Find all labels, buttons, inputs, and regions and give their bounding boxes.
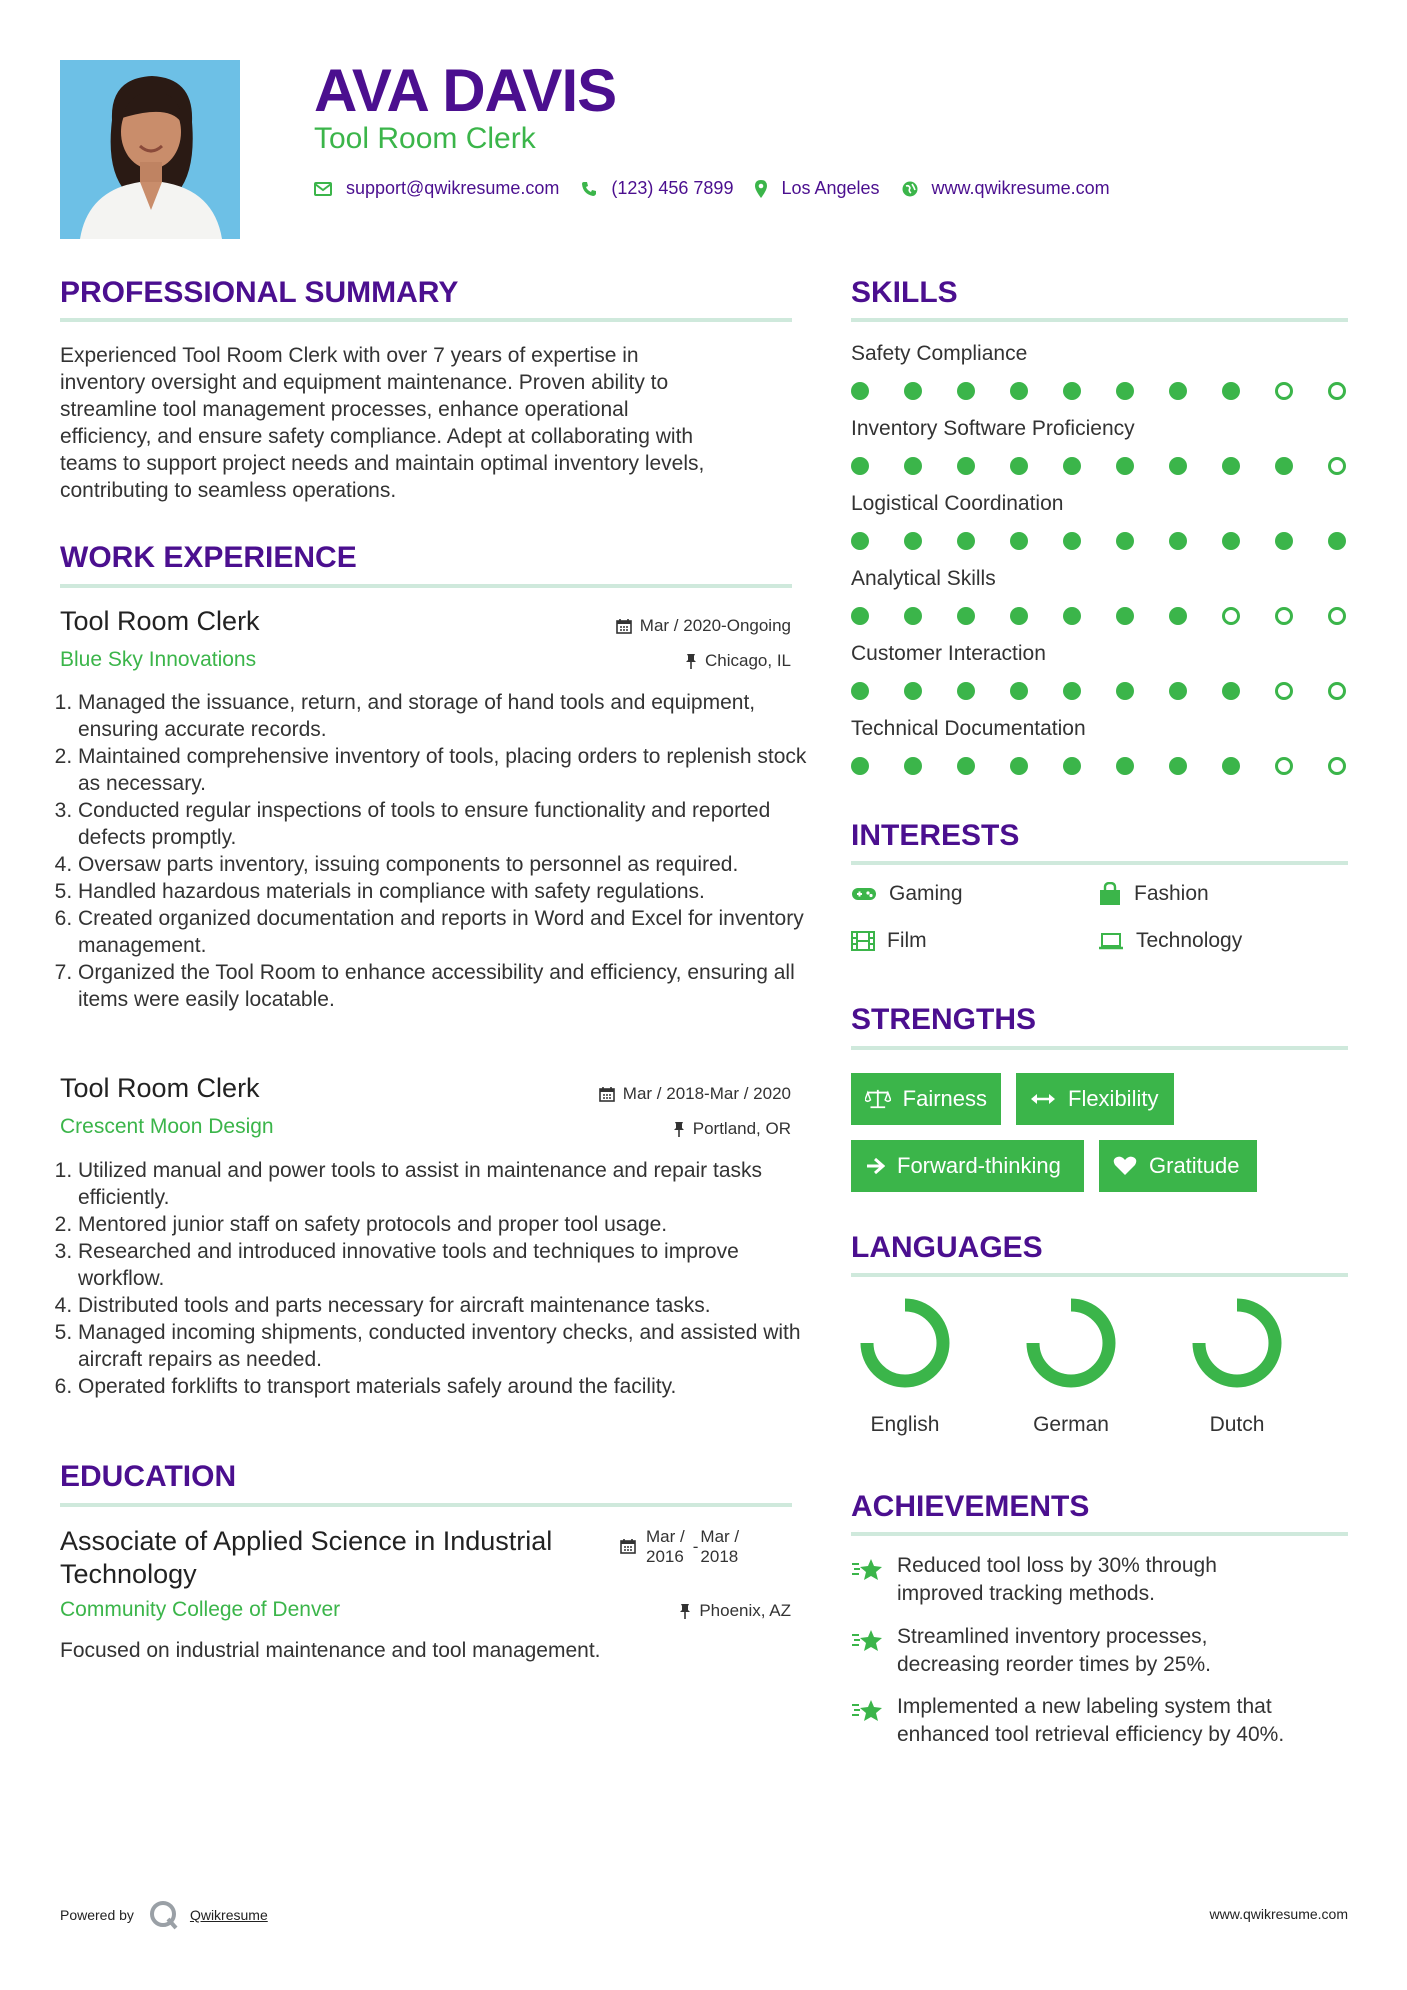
job-bullets [60,1157,818,1400]
skill-dot-filled [904,532,922,550]
achievement-line: Reduced tool loss by 30% through [897,1554,1217,1577]
skill-dot-filled [904,682,922,700]
date-start-year: 2016 [646,1547,684,1566]
languages-divider [851,1273,1348,1277]
skill-dot-empty [1275,757,1293,775]
education-location-text: Phoenix, AZ [699,1601,791,1620]
footer-website[interactable]: www.qwikresume.com [1209,1906,1348,1922]
skill-dot-filled [1275,457,1293,475]
skill-dot-filled [1010,532,1028,550]
job-date [616,616,791,636]
language-name: English [870,1413,940,1436]
contact-email[interactable] [314,178,559,199]
summary-line: efficiency, and ensure safety compliance. Adept at collaborating with [60,425,694,448]
language-ring [1025,1297,1117,1389]
footer-powered-by [60,1900,268,1930]
gamepad-icon [851,886,877,902]
skill-dot-filled [1116,682,1134,700]
job-bullet: 2. Maintained comprehensive inventory of tools, placing orders to replenish stock as necessary. [78,743,818,797]
skill-dot-filled [957,682,975,700]
skill-dot-filled [1010,682,1028,700]
date-separator: - [692,1537,699,1556]
film-icon [851,931,875,951]
job-bullet: 1. Managed the issuance, return, and storage of hand tools and equipment, ensuring accurate records. [78,689,818,743]
skill-dot-filled [1169,457,1187,475]
job-title: Tool Room Clerk [60,606,260,636]
skill-dot-filled [1063,682,1081,700]
interest-film [851,929,927,953]
shooting-star-icon [851,1627,883,1653]
degree-line: Technology [60,1559,197,1589]
achievement-line: decreasing reorder times by 25%. [897,1653,1211,1676]
achievement-line: Streamlined inventory processes, [897,1625,1208,1648]
job-bullet: 4. Distributed tools and parts necessary for aircraft maintenance tasks. [78,1292,818,1319]
skill-dot-filled [957,607,975,625]
summary-line: teams to support project needs and maintain optimal inventory levels, [60,452,705,475]
skill-dot-filled [957,382,975,400]
skill-dot-filled [1275,532,1293,550]
job-location [685,651,791,671]
heart-icon [1113,1156,1137,1176]
skill-dot-filled [1116,607,1134,625]
summary-line: Experienced Tool Room Clerk with over 7 years of expertise in [60,344,639,367]
degree-title [60,1525,552,1591]
skill-dot-empty [1275,382,1293,400]
company-name: Crescent Moon Design [60,1115,274,1138]
summary-line: contributing to seamless operations. [60,479,397,502]
skill-dot-filled [1169,757,1187,775]
experience-divider [60,584,792,588]
strength-badge [851,1140,1084,1192]
job-bullet: 6. Created organized documentation and reports in Word and Excel for inventory management. [78,905,818,959]
summary-text [60,342,800,504]
strength-label: Forward-thinking [897,1153,1061,1178]
achievement-line: improved tracking methods. [897,1582,1155,1605]
job-bullet: 2. Mentored junior staff on safety protocols and proper tool usage. [78,1211,818,1238]
skill-rating [851,457,1346,475]
shooting-star-icon [851,1697,883,1723]
pin-icon [679,1603,691,1619]
school-name: Community College of Denver [60,1598,341,1621]
achievements-divider [851,1532,1348,1536]
envelope-icon [314,182,332,196]
interest-gaming [851,882,963,906]
summary-line: streamline tool management processes, enhance operational [60,398,629,421]
skill-dot-filled [1116,532,1134,550]
strength-label: Flexibility [1068,1086,1159,1111]
skill-rating [851,532,1346,550]
skill-dot-filled [1222,382,1240,400]
skill-dot-empty [1328,382,1346,400]
skill-dot-filled [1169,682,1187,700]
skill-dot-empty [1328,607,1346,625]
skill-dot-filled [851,532,869,550]
email-text: support@qwikresume.com [346,178,560,198]
map-marker-icon [755,180,767,198]
achievement-line: Implemented a new labeling system that [897,1695,1272,1718]
skills-heading: SKILLS [851,276,958,309]
achievement-item [851,1693,1291,1749]
qwikresume-logo-icon [148,1900,180,1930]
skill-dot-filled [1063,607,1081,625]
skill-dot-filled [957,457,975,475]
language-name: German [1033,1413,1109,1436]
language-ring-arc [1199,1305,1275,1381]
candidate-title: Tool Room Clerk [314,122,536,155]
job-bullet: 7. Organized the Tool Room to enhance accessibility and efficiency, ensuring all items were easily locatable. [78,959,818,1013]
balance-scale-icon [865,1088,891,1110]
education-heading: EDUCATION [60,1460,237,1493]
skill-name: Inventory Software Proficiency [851,417,1135,440]
education-divider [60,1503,792,1507]
job-date-text: Mar / 2020-Ongoing [639,616,791,635]
job-location-text: Portland, OR [692,1119,791,1138]
skill-dot-filled [1116,457,1134,475]
skill-dot-filled [1010,607,1028,625]
skill-name: Analytical Skills [851,567,996,590]
skill-dot-filled [1222,757,1240,775]
powered-by-text: Powered by [60,1907,134,1923]
strengths-divider [851,1046,1348,1050]
skill-dot-filled [851,457,869,475]
skill-dot-filled [1063,532,1081,550]
skill-dot-filled [1063,757,1081,775]
calendar-icon [620,1538,636,1554]
job-date-text: Mar / 2018-Mar / 2020 [622,1084,791,1103]
interest-label: Gaming [889,882,963,905]
skill-rating [851,757,1346,775]
skill-dot-empty [1275,682,1293,700]
skill-dot-empty [1328,757,1346,775]
company-name: Blue Sky Innovations [60,648,257,671]
skills-divider [851,318,1348,322]
location-text: Los Angeles [781,178,880,198]
skill-dot-filled [1010,382,1028,400]
strengths-heading: STRENGTHS [851,1003,1037,1036]
skill-dot-filled [957,532,975,550]
laptop-icon [1098,932,1124,950]
skill-dot-filled [1063,457,1081,475]
interest-label: Technology [1136,929,1243,952]
language-ring-arc [867,1305,943,1381]
achievement-line: enhanced tool retrieval efficiency by 40%. [897,1723,1285,1746]
summary-divider [60,318,792,322]
skill-dot-filled [1222,682,1240,700]
job-bullets [60,689,818,1013]
strength-badge [1016,1073,1174,1125]
interest-label: Film [887,929,927,952]
skill-dot-empty [1222,607,1240,625]
job-bullet: 5. Handled hazardous materials in compliance with safety regulations. [78,878,818,905]
skill-dot-empty [1328,682,1346,700]
skill-rating [851,607,1346,625]
language-name: Dutch [1209,1413,1265,1436]
skill-dot-filled [1222,532,1240,550]
skill-dot-filled [1063,382,1081,400]
skill-name: Customer Interaction [851,642,1046,665]
skill-dot-filled [1116,757,1134,775]
languages-heading: LANGUAGES [851,1231,1043,1264]
profile-photo [60,60,240,239]
date-start-month: Mar / [646,1527,685,1546]
skill-dot-filled [1169,382,1187,400]
strength-badge [1099,1140,1257,1192]
summary-heading: PROFESSIONAL SUMMARY [60,276,459,309]
calendar-icon [616,618,632,634]
job-bullet: 4. Oversaw parts inventory, issuing components to personnel as required. [78,851,818,878]
skill-dot-filled [1010,457,1028,475]
experience-heading: WORK EXPERIENCE [60,541,357,574]
job-date [599,1084,791,1104]
skill-name: Safety Compliance [851,342,1028,365]
phone-text: (123) 456 7899 [611,178,734,198]
arrows-h-icon [1030,1092,1056,1106]
degree-line: Associate of Applied Science in Industrial [60,1526,553,1556]
skill-dot-filled [1169,607,1187,625]
job-bullet: 3. Conducted regular inspections of tools to ensure functionality and reported defects promptly. [78,797,818,851]
contact-row [314,178,1132,199]
pin-icon [685,653,697,669]
skill-dot-filled [851,607,869,625]
contact-website[interactable] [902,178,1110,199]
job-bullet: 3. Researched and introduced innovative tools and techniques to improve workflow. [78,1238,818,1292]
candidate-name: AVA DAVIS [314,57,617,124]
achievement-item [851,1552,1291,1608]
phone-icon [581,181,597,197]
skill-dot-filled [1169,532,1187,550]
summary-line: inventory oversight and equipment maintenance. Proven ability to [60,371,669,394]
language-ring [859,1297,951,1389]
job-bullet: 1. Utilized manual and power tools to assist in maintenance and repair tasks efficiently. [78,1157,818,1211]
skill-dot-filled [851,382,869,400]
interest-label: Fashion [1134,882,1209,905]
language-ring-arc [1033,1305,1109,1381]
date-end-year: 2018 [700,1547,739,1566]
skill-dot-filled [1222,457,1240,475]
skill-name: Logistical Coordination [851,492,1064,515]
education-location [679,1601,791,1621]
skill-rating [851,682,1346,700]
shooting-star-icon [851,1556,883,1582]
strength-label: Fairness [902,1086,987,1111]
contact-phone[interactable] [581,178,733,199]
achievements-heading: ACHIEVEMENTS [851,1490,1090,1523]
skill-dot-filled [1010,757,1028,775]
calendar-icon [599,1086,615,1102]
interest-technology [1098,929,1242,953]
job-title: Tool Room Clerk [60,1073,260,1103]
skill-dot-filled [904,607,922,625]
website-text: www.qwikresume.com [931,178,1110,198]
job-location [673,1119,791,1139]
skill-dot-filled [851,757,869,775]
interests-heading: INTERESTS [851,819,1020,852]
interest-fashion [1098,882,1209,906]
skill-dot-filled [957,757,975,775]
job-bullet: 5. Managed incoming shipments, conducted inventory checks, and assisted with aircraft repairs as needed. [78,1319,818,1373]
job-bullet: 6. Operated forklifts to transport materials safely around the facility. [78,1373,818,1400]
strength-badge [851,1073,1001,1125]
shopping-bag-icon [1098,882,1122,906]
job-location-text: Chicago, IL [705,651,791,670]
arrow-right-icon [865,1157,885,1175]
skill-dot-filled [904,382,922,400]
skill-dot-filled [904,757,922,775]
achievement-item [851,1623,1291,1679]
date-end-month: Mar / [700,1527,740,1546]
skill-dot-empty [1275,607,1293,625]
contact-location [755,178,879,199]
globe-icon [902,181,918,197]
skill-dot-filled [1328,532,1346,550]
skill-dot-empty [1328,457,1346,475]
education-description: Focused on industrial maintenance and tool management. [60,1639,601,1662]
education-date [620,1527,739,1567]
language-ring [1191,1297,1283,1389]
skill-rating [851,382,1346,400]
pin-icon [673,1121,685,1137]
skill-dot-filled [851,682,869,700]
interests-divider [851,861,1348,865]
skill-dot-filled [1116,382,1134,400]
skill-name: Technical Documentation [851,717,1086,740]
skill-dot-filled [904,457,922,475]
strength-label: Gratitude [1149,1153,1240,1178]
brand-link[interactable]: Qwikresume [189,1907,268,1923]
